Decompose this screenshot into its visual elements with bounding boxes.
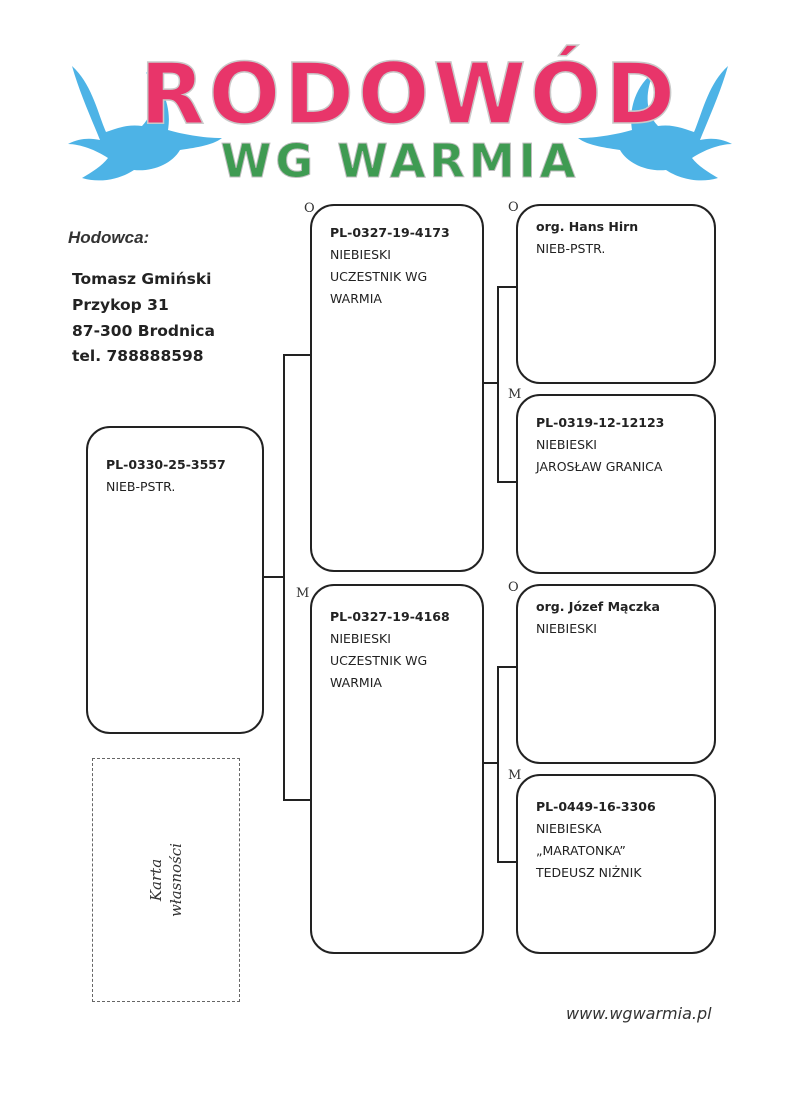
ff-ring: org. Hans Hirn xyxy=(536,219,639,234)
connector-line xyxy=(484,382,498,384)
grandmother-maternal-box xyxy=(516,774,716,954)
connector-line xyxy=(283,799,310,801)
connector-line xyxy=(484,762,498,764)
breeder-name: Tomasz Gmiński xyxy=(72,270,212,288)
connector-line xyxy=(497,666,499,862)
fm-ring: PL-0319-12-12123 xyxy=(536,415,665,430)
ownership-card-line-1: Karta xyxy=(147,858,165,902)
sex-mark-ff: O xyxy=(508,200,519,215)
breeder-phone: tel. 788888598 xyxy=(72,347,204,365)
connector-line xyxy=(264,576,284,578)
subject-ring: PL-0330-25-3557 xyxy=(106,457,226,472)
mf-line-1: NIEBIESKI xyxy=(536,621,597,636)
subject-color: NIEB-PSTR. xyxy=(106,479,176,494)
connector-line xyxy=(283,354,310,356)
father-line-1: NIEBIESKI xyxy=(330,247,391,262)
mm-line-3: TEDEUSZ NIŻNIK xyxy=(536,865,642,880)
connector-line xyxy=(497,286,516,288)
mother-ring: PL-0327-19-4168 xyxy=(330,609,450,624)
page-subtitle: WG WARMIA xyxy=(220,134,580,188)
fm-line-2: JAROSŁAW GRANICA xyxy=(536,459,663,474)
mother-box xyxy=(310,584,484,954)
mm-line-2: „MARATONKA” xyxy=(536,843,626,858)
connector-line xyxy=(497,666,516,668)
connector-line xyxy=(497,286,499,482)
subject-box xyxy=(86,426,264,734)
ownership-card-line-2: własności xyxy=(167,843,185,917)
connector-line xyxy=(497,481,516,483)
mother-line-1: NIEBIESKI xyxy=(330,631,391,646)
ownership-card-placeholder xyxy=(92,758,240,1002)
mother-line-2: UCZESTNIK WG xyxy=(330,653,428,668)
sex-mark-mm: M xyxy=(508,768,522,783)
sex-mark-father: O xyxy=(304,201,315,216)
ownership-card-label xyxy=(146,843,186,917)
website-link[interactable]: www.wgwarmia.pl xyxy=(566,1004,712,1023)
mf-ring: org. Józef Mączka xyxy=(536,599,660,614)
mother-line-3: WARMIA xyxy=(330,675,382,690)
father-line-3: WARMIA xyxy=(330,291,382,306)
breeder-city: 87-300 Brodnica xyxy=(72,322,215,340)
father-box xyxy=(310,204,484,572)
grandmother-paternal-box xyxy=(516,394,716,574)
sex-mark-mf: O xyxy=(508,580,519,595)
connector-line xyxy=(497,861,516,863)
breeder-street: Przykop 31 xyxy=(72,296,169,314)
grandfather-maternal-box xyxy=(516,584,716,764)
mm-line-1: NIEBIESKA xyxy=(536,821,602,836)
breeder-label: Hodowca: xyxy=(68,228,150,247)
fm-line-1: NIEBIESKI xyxy=(536,437,597,452)
mm-ring: PL-0449-16-3306 xyxy=(536,799,656,814)
page-title: RODOWÓD xyxy=(140,45,680,143)
father-line-2: UCZESTNIK WG xyxy=(330,269,428,284)
sex-mark-fm: M xyxy=(508,387,522,402)
sex-mark-mother: M xyxy=(296,586,310,601)
connector-line xyxy=(283,354,285,800)
grandfather-paternal-box xyxy=(516,204,716,384)
father-ring: PL-0327-19-4173 xyxy=(330,225,450,240)
ff-line-1: NIEB-PSTR. xyxy=(536,241,606,256)
